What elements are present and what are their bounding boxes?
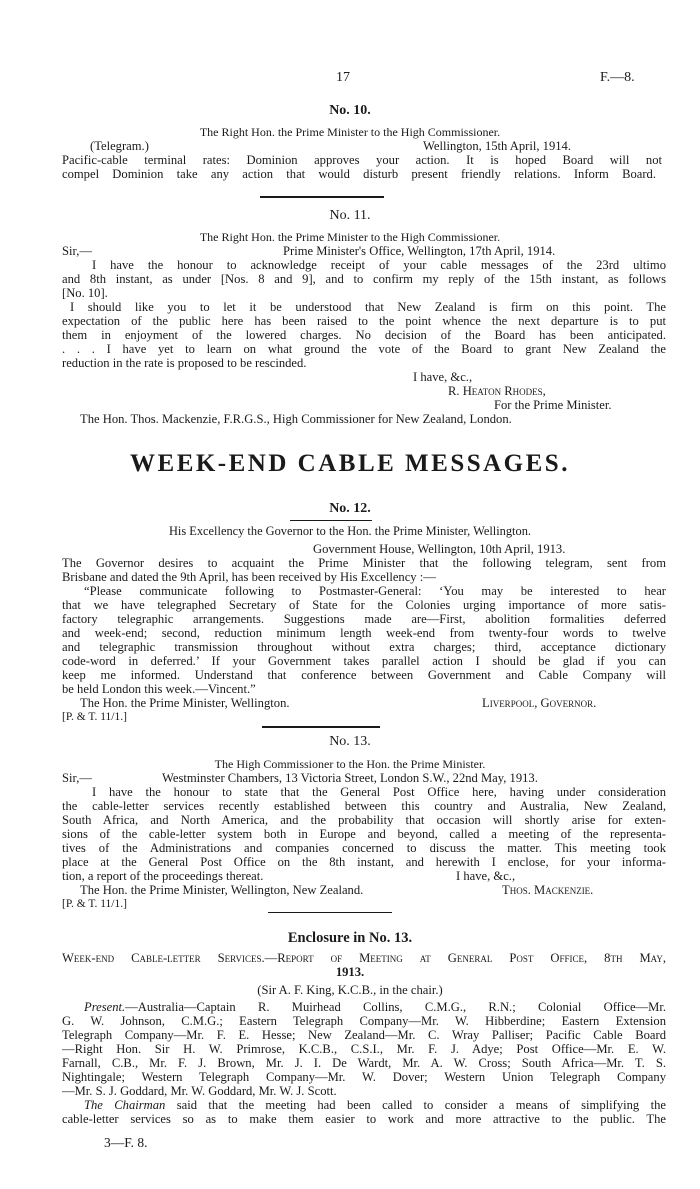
signature-mark: 3—F. 8. [104, 1135, 148, 1150]
no11-text-line: reduction in the rate is proposed to be rescinded. [62, 356, 307, 370]
section-title: WEEK-END CABLE MESSAGES. [130, 450, 570, 477]
no13-addressee: The Hon. the Prime Minister, Wellington, New Zealand. [80, 883, 364, 897]
enclosure-heading: Enclosure in No. 13. [287, 930, 413, 946]
present-line [84, 1000, 666, 1015]
no12-addressee: The Hon. the Prime Minister, Wellington. [80, 696, 290, 710]
no11-route: The Right Hon. the Prime Minister to the High Commissioner. [199, 230, 501, 244]
no13-dateline: Westminster Chambers, 13 Victoria Street, London S.W., 22nd May, 1913. [162, 771, 538, 785]
no13-file-ref: [P. & T. 11/1.] [62, 898, 127, 910]
no13-closing: I have, &c., [456, 869, 516, 883]
no12-route: His Excellency the Governor to the Hon. the Prime Minister, Wellington. [168, 524, 531, 538]
no12-file-ref: [P. & T. 11/1.] [62, 711, 127, 723]
no13-text-line: place at the General Post Office on the 8th instant, and herewith I enclose, for your informa- [62, 855, 666, 869]
no11-text-line: [No. 10]. [62, 286, 108, 300]
present-line: Farnall, C.B., Mr. F. J. Brown, Mr. J. I. De Wardt, Mr. A. W. Cross; South Africa—Mr. T. S. [62, 1056, 666, 1070]
present-line: —Right Hon. Sir H. W. Primrose, K.C.B., C.S.I., Mr. F. J. Adye; Post Office—Mr. E. W. [62, 1042, 666, 1056]
separator-rule [268, 912, 392, 913]
no11-sign-role: For the Prime Minister. [494, 398, 612, 412]
no11-text-line: them in enjoyment of the lowered charges. No decision of the Board has been anticipated. [62, 328, 666, 342]
present-line: Nightingale; Western Telegraph Company—Mr. W. Dover; Western Union Telegraph Company [62, 1070, 666, 1084]
present-line: Telegraph Company—Mr. F. E. Hesse; New Zealand—Mr. C. Wray Palliser; Pacific Cable Board [62, 1028, 666, 1042]
no13-salutation: Sir,— [62, 771, 92, 785]
enclosure-chair: (Sir A. F. King, K.C.B., in the chair.) [257, 983, 443, 997]
no10-type: (Telegram.) [90, 139, 149, 153]
no11-text-line: . . . I have yet to learn on what ground the vote of the Board to grant New Zealand the [62, 342, 666, 356]
no13-text-line: tion, a report of the proceedings thereat. [62, 869, 264, 883]
no11-text-line: expectation of the public here has been raised to the point whence the next departure is to put [62, 314, 666, 328]
no13-text-line: sions of the cable-letter system both in Europe and beyond, called a meeting of the representa- [62, 827, 666, 841]
no10-heading: No. 10. [329, 103, 371, 118]
present-line: G. W. Johnson, C.M.G.; Eastern Telegraph Company—Mr. W. Hibberdine; Eastern Extension [62, 1014, 666, 1028]
no12-quote-line: keep me informed. Understand that conference between Government and Cable Company will [62, 668, 666, 682]
no10-text-line: Pacific-cable terminal rates: Dominion approves your action. It is hoped Board will not [62, 153, 662, 167]
no12-text-line: The Governor desires to acquaint the Prime Minister that the following telegram, sent from [62, 556, 666, 570]
no11-signatory: R. Heaton Rhodes, [448, 384, 546, 398]
no13-text-line: the cable-letter services recently established between this country and Australia, New Zealand, [62, 799, 666, 813]
no11-addressee: The Hon. Thos. Mackenzie, F.R.G.S., High Commissioner for New Zealand, London. [80, 412, 512, 426]
no10-text-line: compel Dominion take any action that would disturb present friendly relations. Inform Board. [62, 167, 656, 181]
chairman-text: said that the meeting had been called to consider a means of simplifying the [165, 1098, 666, 1112]
present-label: Present. [84, 1000, 126, 1014]
enclosure-title-year: 1913. [335, 965, 365, 979]
no11-text-line: and 8th instant, as under [Nos. 8 and 9], and to confirm my reply of the 15th instant, as follows [62, 272, 666, 286]
no12-quote-line: and telegraphic transmission throughout without extra charges; third, acceptance dictionary [62, 640, 666, 654]
no10-route: The Right Hon. the Prime Minister to the High Commissioner. [199, 125, 501, 139]
no12-dateline: Government House, Wellington, 10th April, 1913. [313, 542, 566, 556]
no12-quote-line: code-word in deferred.’ If your Government takes parallel action I should be glad if you can [62, 654, 666, 668]
no11-text-line: I should like you to let it be understood that New Zealand is firm on this point. The [70, 300, 666, 314]
no13-text-line: I have the honour to state that the General Post Office here, having under consideration [92, 785, 666, 799]
no13-signatory: Thos. Mackenzie. [502, 883, 594, 897]
no13-route: The High Commissioner to the Hon. the Prime Minister. [214, 757, 486, 771]
no12-text-line: Brisbane and dated the 9th April, has been received by His Excellency :— [62, 570, 436, 584]
no11-dateline: Prime Minister's Office, Wellington, 17th April, 1914. [283, 244, 556, 258]
separator-rule [262, 726, 380, 728]
no13-heading: No. 13. [329, 734, 371, 749]
heading-underline [290, 520, 372, 521]
no12-quote-line: be held London this week.—Vincent.” [62, 682, 256, 696]
no10-dateline: Wellington, 15th April, 1914. [423, 139, 572, 153]
no11-salutation: Sir,— [62, 244, 92, 258]
no11-closing: I have, &c., [413, 370, 473, 384]
no12-quote-line: that we have telegraphed Secretary of State for the Colonies urging importance of more satis- [62, 598, 666, 612]
present-line: —Mr. S. J. Goddard, Mr. W. Goddard, Mr. W. J. Scott. [62, 1084, 337, 1098]
no12-quote-line: factory telegraphic arrangements. Suggestions made are—First, abolition formalities deferred [62, 612, 666, 626]
page-number: 17 [336, 70, 350, 85]
paper-reference: F.—8. [600, 70, 635, 85]
enclosure-title: Week-end Cable-letter Services.—Report of Meeting at General Post Office, 8th May, [62, 951, 666, 965]
separator-rule [260, 196, 384, 198]
no12-signatory: Liverpool, Governor. [482, 696, 597, 710]
no11-heading: No. 11. [329, 208, 371, 223]
chairman-label: The Chairman [84, 1098, 166, 1112]
no12-quote-line: “Please communicate following to Postmaster-General: ‘You may be interested to hear [84, 584, 666, 598]
no13-text-line: South Africa, and North America, and the probability that occasion will shortly arise for exten- [62, 813, 666, 827]
chairman-line [84, 1098, 666, 1113]
no12-heading: No. 12. [329, 501, 371, 516]
present-text: —Australia—Captain R. Muirhead Collins, C.M.G., R.N.; Colonial Office—Mr. [125, 1000, 666, 1014]
no12-quote-line: and week-end; second, reduction minimum length week-end from twenty-four words to twelve [62, 626, 666, 640]
no13-text-line: tives of the Administrations and companies concerned to discuss the matter. This meeting took [62, 841, 666, 855]
no11-text-line: I have the honour to acknowledge receipt of your cable messages of the 23rd ultimo [92, 258, 666, 272]
chairman-line: cable-letter services so as to make them easier to work and more attractive to the public. The [62, 1112, 666, 1126]
